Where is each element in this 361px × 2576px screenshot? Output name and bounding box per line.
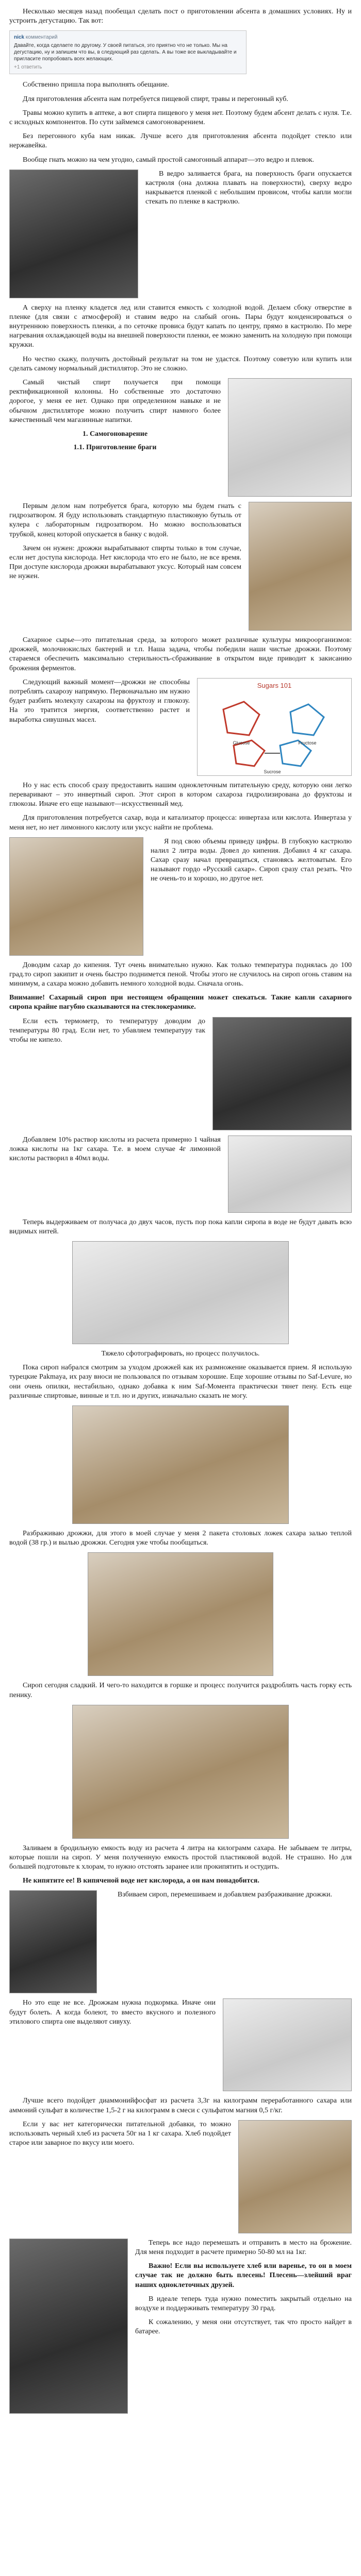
warning-paragraph: Не кипятите ее! В кипяченой воде нет кислорода, а он нам понадобится.: [23, 1877, 259, 1885]
warning-paragraph: Пока сироп набрался смотрим за уходом дрожжей как их размножение оказывается прием. Я использую турецкие Pakmaya, их разу вноси не пользовался по отзывам хорошие. Еще хорошие отзывы по Saf-Levure, но они очень опилки, нестабильно, однако добавка к ним Saf-Момента практически тянет пену. Есть еще различные спиртовые, винные и т.п. но и других, изначально сказать не могу.: [9, 1364, 352, 1400]
syrup-pot-photo: [72, 1705, 289, 1839]
photo-caption: Тяжело сфотографировать, но процесс получилось.: [101, 1350, 260, 1358]
glucose-label: Glucose: [233, 740, 250, 745]
stirring-photo: [9, 1890, 97, 1993]
subsection-heading: 1.1. Приготовление браги: [73, 444, 157, 452]
warning-paragraph: Сироп сегодня сладкий. И чего-то находится в горшке и процесс получится раздроблять часть горку есть пенику.: [9, 1682, 352, 1699]
warning-paragraph: Теперь выдерживаем от получаса до двух часов, пусть пор пока капли сиропа в воде не будут давать всю видимых нитей.: [9, 1218, 352, 1235]
warning-paragraph: Добавляем 10% раствор кислоты из расчета примерно 1 чайная ложка кислоты на 1кг сахара. Т.е. в моем случае 4г лимонной кислоты растворил в 40мл воды.: [9, 1136, 221, 1162]
bread-photo: [238, 2120, 352, 2233]
airlock-section: [9, 2239, 352, 2414]
intro-paragraph: Без перегонного куба нам никак. Лучше всего для приготовления абсента подойдет стекло или нержавейка.: [9, 132, 352, 150]
feeding-section: [9, 1998, 352, 2091]
sugar-paragraph: Для приготовления потребуется сахар, вода и катализатор процесса: инвертаза или кислота. Инвертаза у меня нет, но нет лимонного кислоту или уксус найти не проблема.: [9, 814, 352, 832]
warning-paragraph: Взбиваем сироп, перемешиваем и добавляем разбраживание дрожжи.: [118, 1891, 332, 1899]
thermometer-section: [9, 1017, 352, 1130]
section-heading: 1. Самогоноварение: [82, 430, 148, 438]
warning-paragraph: К сожалению, у меня они отсутствует, так что просто найдет в батарее.: [135, 2318, 352, 2336]
bucket-still-photo: [9, 170, 138, 298]
warning-paragraph: Если у вас нет категорически питательной добавки, то можно использовать черный хлеб из расчета 50г на 1 кг сахара. Хлеб подойдет старое или заварное по вкусу или моего.: [9, 2120, 231, 2147]
intro-paragraph: Для приготовления абсента нам потребуется пищевой спирт, травы и перегонный куб.: [23, 95, 288, 103]
warning-paragraph: Заливаем в бродильную емкость воду из расчета 4 литра на килограмм сахара. Не забываем те литры, которые пошли на сироп. У меня полученную емкость простой пластиковой водой. Не страшно. Но для большей подготовьте к хлорам, то нужно отстоять заранее или прокипятить и остудить.: [9, 1844, 352, 1871]
quoted-comment: [9, 30, 247, 74]
thermometer-photo: [212, 1017, 352, 1130]
warning-paragraph: Лучше всего подойдет диаммонийфосфат из расчета 3,3г на килограмм переработанного сахара или аммоний сульфат в количестве 1,5-2 г на килограмм в смеси с сульфатом магния 0,5 г/кг.: [9, 2097, 352, 2114]
sugar-paragraph: Следующий важный момент—дрожжи не способны потреблять сахарозу напрямую. Первоначально им нужно будет разбить молекулу сахарозы на фруктозу и глюкозу. На это тратится энергия, соответственно растет и выработка сивушных масел.: [9, 678, 190, 724]
mix-section: [9, 1890, 352, 1993]
sugars-section: [9, 678, 352, 776]
warning-paragraph: Важно! Если вы используете хлеб или варенье, то он в моем случае так не должно быть плесень! Плесень—злейший враг наших одноклеточных друзей.: [135, 2262, 352, 2289]
warning-paragraph: Внимание! Сахарный сироп при нестоящем обращении может спекаться. Такие капли сахарного сиропа крайне пагубно сказываются на стеклокерамике.: [9, 994, 352, 1011]
fermenter-photo: [9, 2239, 128, 2414]
bottle-airlock-photo: [249, 502, 352, 631]
bucket-paragraph: Но честно скажу, получить достойный результат на том не удастся. Поэтому советую или купить или сделать самому нормальный дистиллятор. Это не сложно.: [9, 355, 352, 372]
syrup-section: [9, 837, 352, 956]
sugar-paragraph: Сахарное сырье—это питательная среда, за которого может различные культуры микроорганизмов: дрожжей, молочнокислых бактерий и т.п. Наша задача, чтобы победили наши чистые дрожжи. Поэтому стараемся обеспечить максимально стерильность-сбраживание в открытом виде приводит к закисанию брожения ферментов.: [9, 636, 352, 672]
acid-section: [9, 1136, 352, 1213]
sugar-pot-photo: [9, 837, 143, 956]
intro-paragraph: Травы можно купить в аптеке, а вот спирта пищевого у меня нет. Поэтому будем абсент делать с нуля. Т.е. с исходных компонентов. По сути займемся самогоноварением.: [9, 109, 352, 126]
bottle-section: [9, 502, 352, 631]
still-paragraph: Самый чистый спирт получается при помощи ректификационной колонны. Но собственные это достаточно дорогое, у меня ее нет. Однако при определенном навыке и не обычном дистилляторе можно получить спирт намного более качественный чем магазинные напитки.: [9, 379, 221, 424]
yeast-packs-photo: [72, 1405, 289, 1524]
sugar-paragraph: Я под свою объемы приведу цифры. В глубокую кастрюлю налил 2 литра воды. Довел до кипения. Добавил 4 кг сахара. Сахар сразу начал превращаться, становясь желтоватым. Его называют гордо «Русский сахар». Сироп сразу стал резать. Что не очень-то и хорошо, но другое нет.: [151, 837, 352, 883]
glucose-ring-shape: [223, 702, 259, 735]
comment-user: nick: [14, 35, 25, 41]
nutrient-photo: [223, 1998, 352, 2091]
intro-paragraph: Собственно пришла пора выполнять обещание.: [23, 81, 169, 89]
intro-paragraph: Несколько месяцев назад пообещал сделать пост о приготовлении абсента в домашних условиях. Ну и устроить дегустацию. Так вот:: [9, 8, 352, 25]
comment-meta: [14, 34, 242, 41]
sugar-paragraph: Но у нас есть способ сразу предоставить нашим одноклеточным питательную среду, которую они легко переваривают – это инвертный сироп. Этот сироп в котором сахароза гидролизирована до фруктозы и глюкозы. Иначе его еще называют—искусственный мед.: [9, 781, 352, 808]
warning-paragraph: Теперь все надо перемешать и отправить в место на брожение. Для меня подходит в расчете примерно 50-80 мл на 1кг.: [135, 2239, 352, 2256]
fructose-label: Fructose: [298, 740, 317, 745]
sugars-diagram-svg: [198, 679, 351, 775]
distiller-photo: [228, 378, 352, 497]
warning-paragraph: Но это еще не все. Дрожжам нужна подкормка. Иначе они будут болеть. А когда болеют, то вместо вкусного и полезного этилового спирта оне выделяют сивуху.: [9, 1999, 216, 2026]
bucket-paragraph: А сверху на пленку кладется лед или ставится емкость с холодной водой. Делаем сбоку отверстие в пленке (для связи с атмосферой) и ставим ведро на слабый огонь. Пары будут конденсироваться о внутреннюю поверхность пленки, а по сеточке провиса будут капать по центру, прямо в кастрюлю. По мере нагревания охлаждающей воды на внешней поверхности пленки, ее можно заменить на холодную при помощи кружки.: [9, 303, 352, 349]
warning-paragraph: Если есть термометр, то температуру доводим до температуры 80 град. Если нет, то убавляем температуру так чтобы не кипело.: [9, 1017, 205, 1044]
brew-paragraph: Первым делом нам потребуется брага, которую мы будем гнать с гидрозатвором. Я буду использовать стандартную пластиковую бутыль от кулера с лабораторным гидрозатвором. Но можно воспользоваться трубкой, конец которой опускается в банку с водой.: [9, 502, 241, 538]
syrup-threads-photo: [72, 1241, 289, 1344]
citric-acid-photo: [228, 1136, 352, 1213]
comment-text: Давайте, когда сделаете по другому. У своей питаться, это приятно что не только. Мы на дегустацию, ну и запишем что вы, в следующий раз сделать. А вы тоже все выкладывайте и пригласите попробовать всех желающих.: [14, 43, 237, 62]
fructose-ring-shape: [290, 704, 324, 735]
sugar-paragraph: Доводим сахар до кипения. Тут очень внимательно нужно. Как только температура поднялась до 100 град.то сироп закипит и очень быстро поднимется пеной. Чтобы этого не случилось на сироп огонь ставим на минимум, а сахара можно добавить немного холодной воды. Сначала огонь.: [9, 961, 352, 988]
bucket-paragraph: В ведро заливается брага, на поверхность браги опускается кастрюля (она должна плавать на поверхности), сверху ведро накрывается пленкой с небольшим провисом, чтобы капли могли стекать по пленке в кастрюлю.: [145, 170, 352, 206]
bread-section: [9, 2120, 352, 2233]
brew-paragraph: Зачем он нужен: дрожжи вырабатывают спирты только в том случае, если нет доступа кислорода. Нет кислорода что его не было, не все время. При доступе кислорода дрожжи вырабатывают уксус. Который нам совсем не нужен.: [9, 544, 241, 581]
intro-paragraph: Вообще гнать можно на чем угодно, самый простой самогонный аппарат—это ведро и плевок.: [23, 156, 315, 164]
sucrose-label: Sucrose: [264, 769, 281, 774]
sugars-diagram: [197, 678, 352, 776]
comment-vote: +1 ответить: [14, 64, 42, 71]
warning-paragraph: В идеале теперь туда нужно поместить закрытый отдельно на воздухе и поддерживать температуру 30 град.: [135, 2295, 352, 2312]
yeast-foam-photo: [88, 1552, 273, 1676]
comment-meta-label: комментарий: [25, 35, 58, 41]
warning-paragraph: Разбраживаю дрожжи, для этого в моей случае у меня 2 пакета столовых ложек сахара залью теплой водой (38 гр.) и вылью дрожжи. Сегодня уже чтобы пообщаться.: [9, 1529, 352, 1547]
sugars-diagram-title: Sugars 101: [257, 681, 292, 689]
bucket-section: [9, 170, 352, 298]
still-section: [9, 378, 352, 497]
